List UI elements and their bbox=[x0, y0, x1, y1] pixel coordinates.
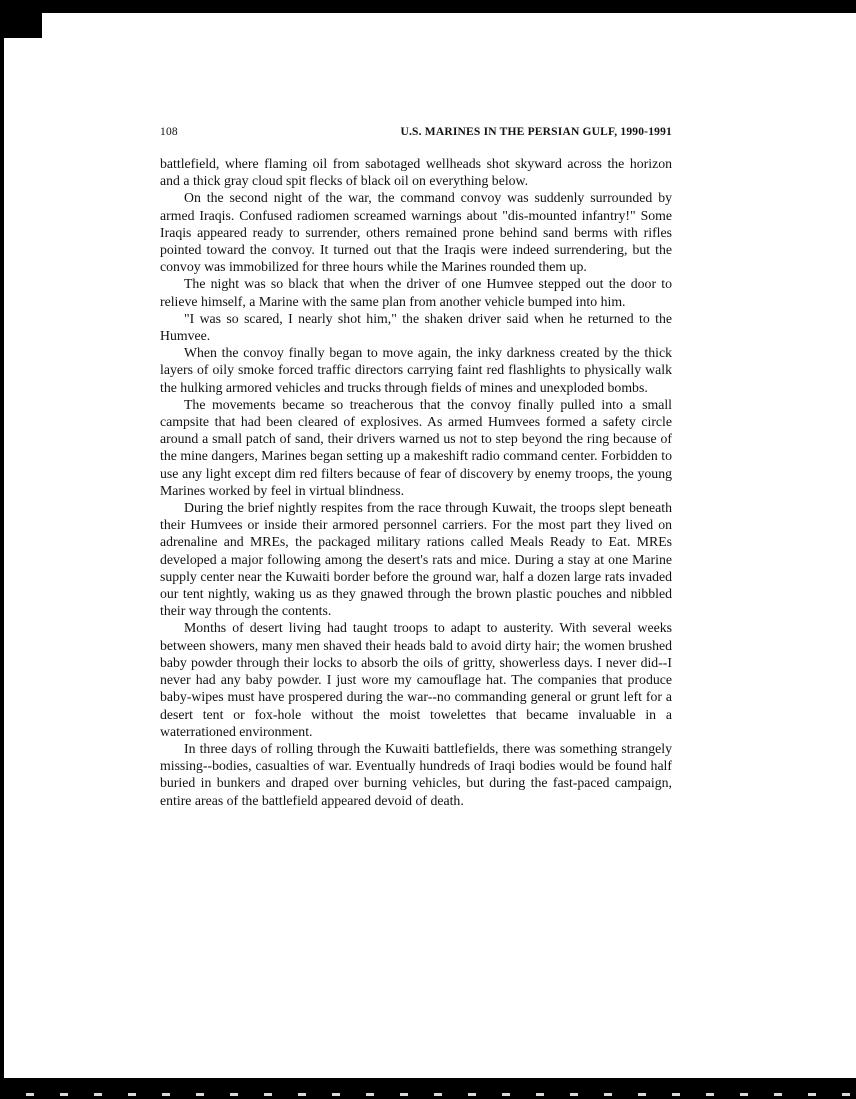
paragraph: "I was so scared, I nearly shot him," the shaken driver said when he returned to the Humvee. bbox=[160, 310, 672, 344]
paragraph: During the brief nightly respites from the race through Kuwait, the troops slept beneath their Humvees or inside their armored personnel carriers. For the most part they lived on adrenaline and MREs, the packaged military rations called Meals Ready to Eat. MREs developed a major following among the desert's rats and mice. During a stay at one Marine supply center near the Kuwaiti border before the ground war, half a dozen large rats invaded our tent nightly, waking us as they gnawed through the brown plastic pouches and nibbled their way through the contents. bbox=[160, 500, 672, 619]
scan-artifact-top-bar bbox=[0, 0, 856, 13]
page-body bbox=[160, 155, 672, 809]
scan-artifact-top-left-blob bbox=[0, 0, 42, 38]
scan-artifact-bottom-dashes bbox=[0, 1093, 856, 1096]
paragraph-continuation: battlefield, where flaming oil from sabotaged wellheads shot skyward across the horizon and a thick gray cloud spit flecks of black oil on everything below. bbox=[160, 156, 672, 189]
running-title: U.S. MARINES IN THE PERSIAN GULF, 1990-1991 bbox=[400, 126, 672, 138]
paragraph: Months of desert living had taught troops to adapt to austerity. With several weeks between showers, many men shaved their heads bald to avoid dirty hair; the women brushed baby powder through their locks to absorb the oils of gritty, showerless days. I never did--I never had any baby powder. I just wore my camouflage hat. The companies that produce baby-wipes must have prospered during the war--no commanding general or grunt left for a desert tent or fox-hole without the moist towelettes that became invaluable in a waterrationed environment. bbox=[160, 620, 672, 739]
paragraph: The night was so black that when the driver of one Humvee stepped out the door to relieve himself, a Marine with the same plan from another vehicle bumped into him. bbox=[160, 276, 672, 309]
paragraph: In three days of rolling through the Kuwaiti battlefields, there was something strangely missing--bodies, casualties of war. Eventually hundreds of Iraqi bodies would be found half buried in bunkers and draped over burning vehicles, but during the fast-paced campaign, entire areas of the battlefield appeared devoid of death. bbox=[160, 740, 672, 808]
scan-artifact-bottom-bar bbox=[0, 1078, 856, 1099]
page-header bbox=[160, 126, 672, 138]
scan-artifact-left-strip bbox=[0, 0, 4, 1099]
page-number: 108 bbox=[160, 126, 178, 138]
paragraph: The movements became so treacherous that the convoy finally pulled into a small campsite that had been cleared of explosives. As armed Humvees formed a safety circle around a small patch of sand, their drivers warned us not to step beyond the ring because of the mine dangers, Marines began setting up a makeshift radio command center. Forbidden to use any light except dim red filters because of fear of discovery by enemy troops, the young Marines worked by feel in virtual blindness. bbox=[160, 396, 672, 498]
paragraph: When the convoy finally began to move again, the inky darkness created by the thick layers of oily smoke forced traffic directors carrying faint red flashlights to physically walk the hulking armored vehicles and trucks through fields of mines and unexploded bombs. bbox=[160, 345, 672, 395]
paragraph: On the second night of the war, the command convoy was suddenly surrounded by armed Iraqis. Confused radiomen screamed warnings about "dis-mounted infantry!" Some Iraqis appeared ready to surrender, others remained prone behind sand berms with rifles pointed toward the convoy. It turned out that the Iraqis were indeed surrendering, but the convoy was immobilized for three hours while the Marines rounded them up. bbox=[160, 190, 672, 275]
